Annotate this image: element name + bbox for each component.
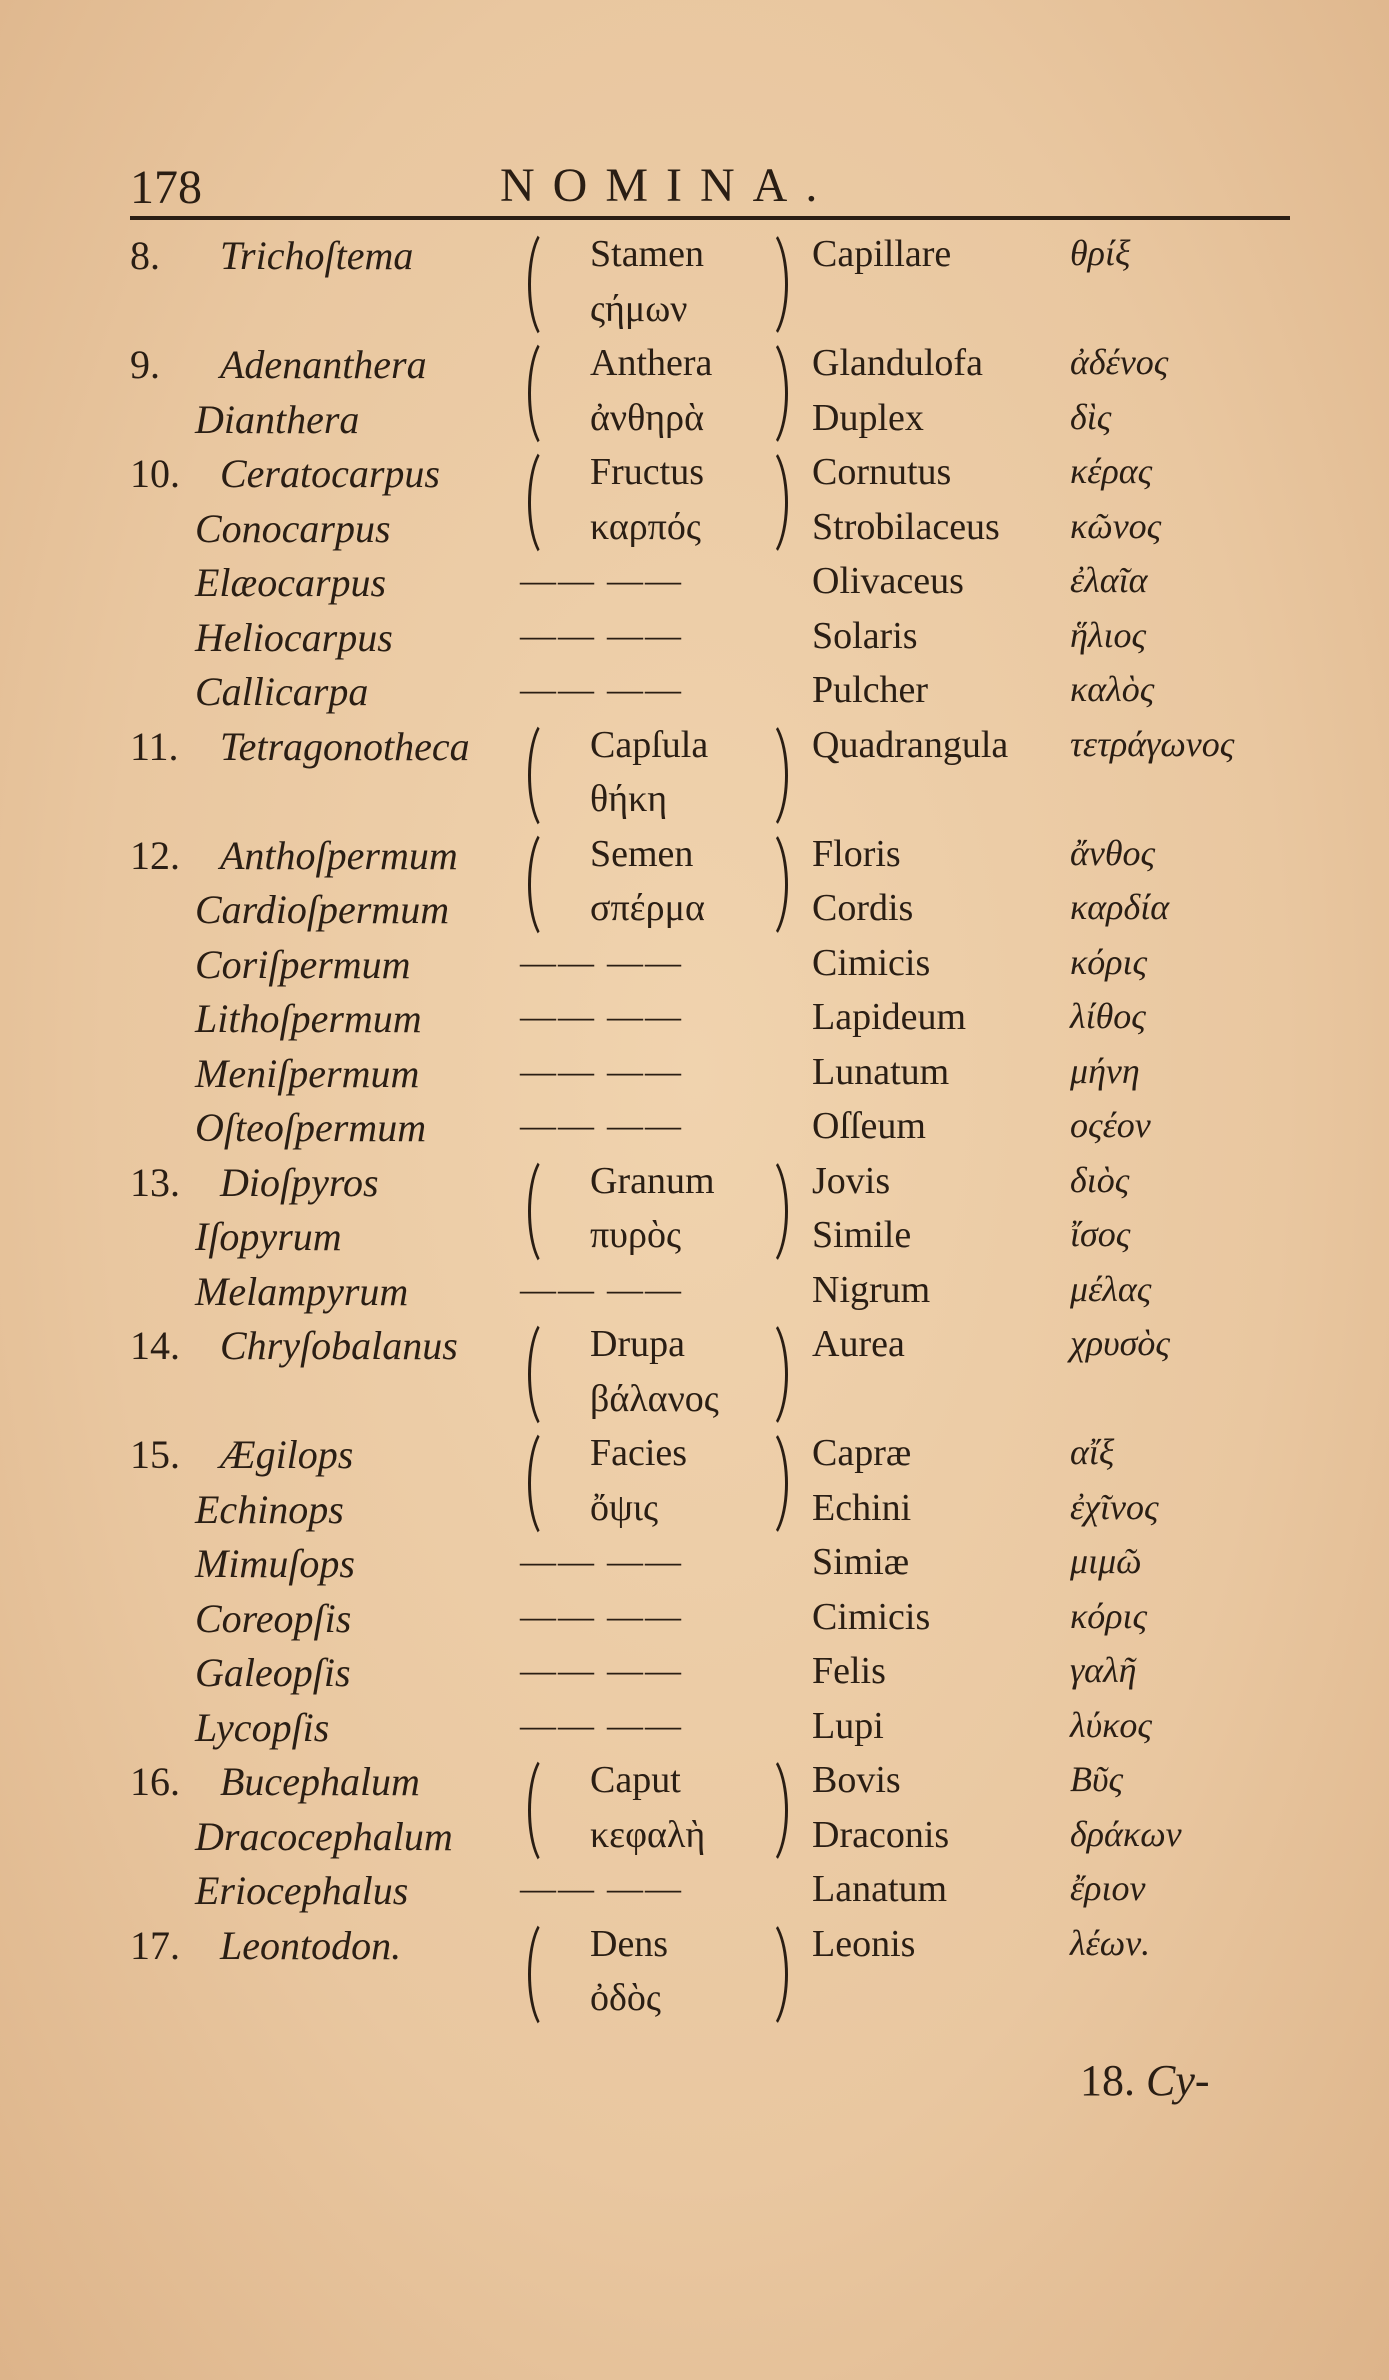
latin-meaning: Capræ	[812, 1432, 912, 1474]
ditto-dashes: —— ——	[520, 1105, 683, 1145]
ditto-dashes: —— ——	[520, 996, 683, 1036]
bracket-left	[528, 335, 571, 452]
latin-meaning: Felis	[812, 1650, 886, 1692]
entry-number: 10.	[130, 451, 180, 496]
ditto-dashes: —— ——	[520, 1650, 683, 1690]
latin-meaning: Jovis	[812, 1159, 891, 1202]
latin-meaning: Glandulofa	[812, 342, 983, 384]
table-row	[0, 1377, 1389, 1432]
root-word: Capſula	[590, 723, 709, 766]
latin-meaning: Pulcher	[812, 669, 929, 711]
bracket-left	[528, 1425, 571, 1542]
greek-word: δράκων	[1070, 1813, 1182, 1854]
root-word: Dens	[590, 1922, 669, 1965]
bracket-right	[742, 1425, 788, 1542]
table-row	[0, 1976, 1389, 2031]
greek-word: ἀδένος	[1070, 342, 1169, 382]
greek-word: τετράγωνος	[1070, 723, 1235, 764]
latin-meaning: Duplex	[812, 396, 924, 439]
genus-name: Dianthera	[195, 396, 360, 442]
latin-meaning: Draconis	[812, 1813, 950, 1856]
greek-word: μέλας	[1070, 1268, 1152, 1309]
catchword	[1080, 2055, 1210, 2106]
table-row	[0, 1050, 1389, 1105]
bracket-left	[528, 826, 571, 943]
table-row	[0, 505, 1389, 560]
greek-word: αἴξ	[1070, 1432, 1115, 1472]
table-row	[0, 1758, 1389, 1813]
bracket-left	[528, 444, 571, 561]
latin-meaning: Olivaceus	[812, 560, 964, 602]
greek-word: κέρας	[1070, 451, 1153, 491]
table-row	[0, 614, 1389, 669]
genus-name: Anthoſpermum	[220, 832, 458, 878]
greek-word: λίθος	[1070, 996, 1146, 1036]
latin-meaning: Lapideum	[812, 996, 967, 1038]
greek-word: χρυσὸς	[1070, 1323, 1171, 1363]
latin-meaning: Lunatum	[812, 1050, 950, 1093]
ditto-dashes: —— ——	[520, 560, 683, 600]
bracket-right	[742, 826, 788, 943]
table-row	[0, 559, 1389, 614]
latin-meaning: Capillare	[812, 233, 952, 275]
running-head: NOMINA.	[500, 159, 836, 212]
genus-name: Eriocephalus	[195, 1868, 409, 1913]
ditto-dashes: —— ——	[520, 1704, 683, 1745]
latin-meaning: Cimicis	[812, 941, 931, 984]
greek-word: μήνη	[1070, 1050, 1140, 1091]
greek-word: κῶνος	[1070, 505, 1162, 546]
entry-number: 11.	[130, 723, 179, 769]
catchword-text: Cy-	[1146, 2056, 1210, 2105]
latin-meaning: Nigrum	[812, 1268, 931, 1311]
greek-word: οςέον	[1070, 1105, 1151, 1145]
bracket-right	[742, 444, 788, 561]
genus-name: Melampyrum	[195, 1268, 409, 1314]
latin-meaning: Cornutus	[812, 451, 952, 493]
table-row	[0, 832, 1389, 887]
genus-name: Elæocarpus	[195, 560, 387, 605]
greek-word: ἄνθος	[1070, 832, 1156, 873]
bracket-right	[742, 335, 788, 452]
page-header	[130, 150, 1290, 214]
root-word: κεφαλὴ	[590, 1813, 706, 1856]
table-row	[0, 341, 1389, 396]
genus-name: Ægilops	[220, 1432, 354, 1477]
latin-meaning: Simile	[812, 1214, 912, 1256]
ditto-dashes: —— ——	[520, 1595, 683, 1636]
ditto-dashes: —— ——	[520, 1050, 683, 1091]
table-row	[0, 941, 1389, 996]
greek-word: γαλῆ	[1070, 1650, 1137, 1690]
latin-meaning: Aurea	[812, 1323, 905, 1365]
greek-word: θρίξ	[1070, 233, 1131, 273]
root-word: Caput	[590, 1759, 681, 1801]
table-row	[0, 396, 1389, 451]
ditto-dashes: —— ——	[520, 1541, 683, 1581]
root-word: καρπός	[590, 505, 701, 548]
table-row	[0, 1104, 1389, 1159]
genus-name: Galeopſis	[195, 1650, 351, 1695]
genus-name: Dracocephalum	[195, 1813, 453, 1859]
table-row	[0, 1431, 1389, 1486]
latin-meaning: Lupi	[812, 1704, 884, 1747]
root-word: σπέρμα	[590, 887, 705, 929]
greek-word: καρδία	[1070, 887, 1170, 927]
latin-meaning: Solaris	[812, 614, 918, 657]
latin-meaning: Quadrangula	[812, 723, 1009, 766]
genus-name: Bucephalum	[220, 1759, 420, 1804]
genus-name: Tetragonotheca	[220, 723, 470, 769]
latin-meaning: Simiæ	[812, 1541, 910, 1583]
page-number: 178	[130, 161, 202, 214]
bracket-left	[528, 717, 571, 834]
table-row	[0, 1704, 1389, 1759]
ditto-dashes: —— ——	[520, 1268, 683, 1309]
table-row	[0, 668, 1389, 723]
root-word: πυρὸς	[590, 1214, 682, 1256]
bracket-right	[742, 1316, 788, 1433]
root-word: Facies	[590, 1432, 688, 1474]
table-row	[0, 1595, 1389, 1650]
entry-number: 12.	[130, 832, 180, 878]
root-word: ἀνθηρὰ	[590, 396, 705, 439]
genus-name: Dioſpyros	[220, 1159, 379, 1205]
entry-number: 16.	[130, 1759, 180, 1804]
greek-word: ἔριον	[1070, 1868, 1146, 1908]
root-word: Stamen	[590, 233, 704, 275]
greek-word: ἐχῖνος	[1070, 1486, 1159, 1527]
latin-meaning: Bovis	[812, 1759, 901, 1801]
ditto-dashes: —— ——	[520, 1868, 683, 1908]
ditto-dashes: —— ——	[520, 669, 683, 709]
root-word: θήκη	[590, 778, 668, 820]
latin-meaning: Oſſeum	[812, 1105, 926, 1147]
entry-number: 14.	[130, 1323, 180, 1368]
latin-meaning: Cimicis	[812, 1595, 931, 1638]
greek-word: διὸς	[1070, 1159, 1130, 1200]
table-row	[0, 1867, 1389, 1922]
table-row	[0, 232, 1389, 287]
table-row	[0, 1813, 1389, 1868]
genus-name: Chryſobalanus	[220, 1323, 458, 1368]
genus-name: Mimuſops	[195, 1541, 355, 1586]
genus-name: Leontodon.	[220, 1922, 402, 1968]
greek-word: λέων.	[1070, 1922, 1151, 1963]
latin-meaning: Cordis	[812, 887, 914, 929]
table-row	[0, 995, 1389, 1050]
genus-name: Coriſpermum	[195, 941, 411, 987]
table-row	[0, 886, 1389, 941]
bracket-right	[742, 717, 788, 834]
latin-meaning: Leonis	[812, 1922, 916, 1965]
greek-word: ἴσος	[1070, 1214, 1131, 1254]
greek-word: καλὸς	[1070, 669, 1155, 709]
genus-name: Oſteoſpermum	[195, 1105, 427, 1150]
root-word: βάλανος	[590, 1377, 719, 1420]
genus-name: Cardioſpermum	[195, 887, 450, 932]
table-row	[0, 1649, 1389, 1704]
greek-word: μιμῶ	[1070, 1541, 1142, 1581]
genus-name: Trichoſtema	[220, 233, 414, 278]
table-row	[0, 287, 1389, 342]
genus-name: Meniſpermum	[195, 1050, 420, 1096]
greek-word: κόρις	[1070, 1595, 1148, 1636]
table-row	[0, 1213, 1389, 1268]
entry-number: 17.	[130, 1922, 180, 1968]
table-row	[0, 1322, 1389, 1377]
root-word: ςήμων	[590, 287, 688, 330]
genus-name: Adenanthera	[220, 342, 427, 387]
greek-word: λύκος	[1070, 1704, 1153, 1745]
bracket-left	[528, 1916, 571, 2033]
greek-word: ἐλαῖα	[1070, 560, 1148, 600]
table-row	[0, 777, 1389, 832]
bracket-right	[742, 226, 788, 343]
root-word: ὄψις	[590, 1486, 659, 1529]
genus-name: Heliocarpus	[195, 614, 393, 660]
genus-name: Conocarpus	[195, 505, 391, 551]
greek-word: δὶς	[1070, 396, 1112, 437]
entry-number: 15.	[130, 1432, 180, 1477]
genus-name: Ceratocarpus	[220, 451, 440, 496]
greek-word: κόρις	[1070, 941, 1148, 982]
greek-word: Βῦς	[1070, 1759, 1124, 1799]
entry-number: 13.	[130, 1159, 180, 1205]
bracket-right	[742, 1153, 788, 1270]
latin-meaning: Strobilaceus	[812, 505, 1000, 548]
root-word: Anthera	[590, 342, 713, 384]
latin-meaning: Floris	[812, 832, 901, 875]
root-word: Granum	[590, 1159, 715, 1202]
genus-name: Iſopyrum	[195, 1214, 342, 1259]
bracket-left	[528, 1153, 571, 1270]
bracket-left	[528, 226, 571, 343]
genus-name: Coreopſis	[195, 1595, 352, 1641]
ditto-dashes: —— ——	[520, 941, 683, 982]
table-row	[0, 1922, 1389, 1977]
root-word: ὀδὸς	[590, 1977, 661, 2019]
bracket-right	[742, 1916, 788, 2033]
table-row	[0, 1159, 1389, 1214]
catchword-number: 18.	[1080, 2056, 1135, 2105]
root-word: Drupa	[590, 1323, 685, 1365]
genus-name: Callicarpa	[195, 669, 369, 714]
root-word: Semen	[590, 832, 694, 875]
latin-meaning: Lanatum	[812, 1868, 948, 1910]
table-row	[0, 723, 1389, 778]
entry-number: 8.	[130, 233, 160, 278]
table-row	[0, 1268, 1389, 1323]
genus-name: Echinops	[195, 1486, 344, 1532]
table-row	[0, 1540, 1389, 1595]
entry-number: 9.	[130, 342, 160, 387]
bracket-right	[742, 1752, 788, 1869]
genus-name: Lycopſis	[195, 1704, 330, 1750]
header-rule	[130, 216, 1290, 220]
ditto-dashes: —— ——	[520, 614, 683, 655]
greek-word: ἥλιος	[1070, 614, 1147, 655]
table-row	[0, 450, 1389, 505]
bracket-left	[528, 1316, 571, 1433]
root-word: Fructus	[590, 451, 704, 493]
genus-name: Lithoſpermum	[195, 996, 422, 1041]
table-row	[0, 1486, 1389, 1541]
latin-meaning: Echini	[812, 1486, 912, 1529]
bracket-left	[528, 1752, 571, 1869]
